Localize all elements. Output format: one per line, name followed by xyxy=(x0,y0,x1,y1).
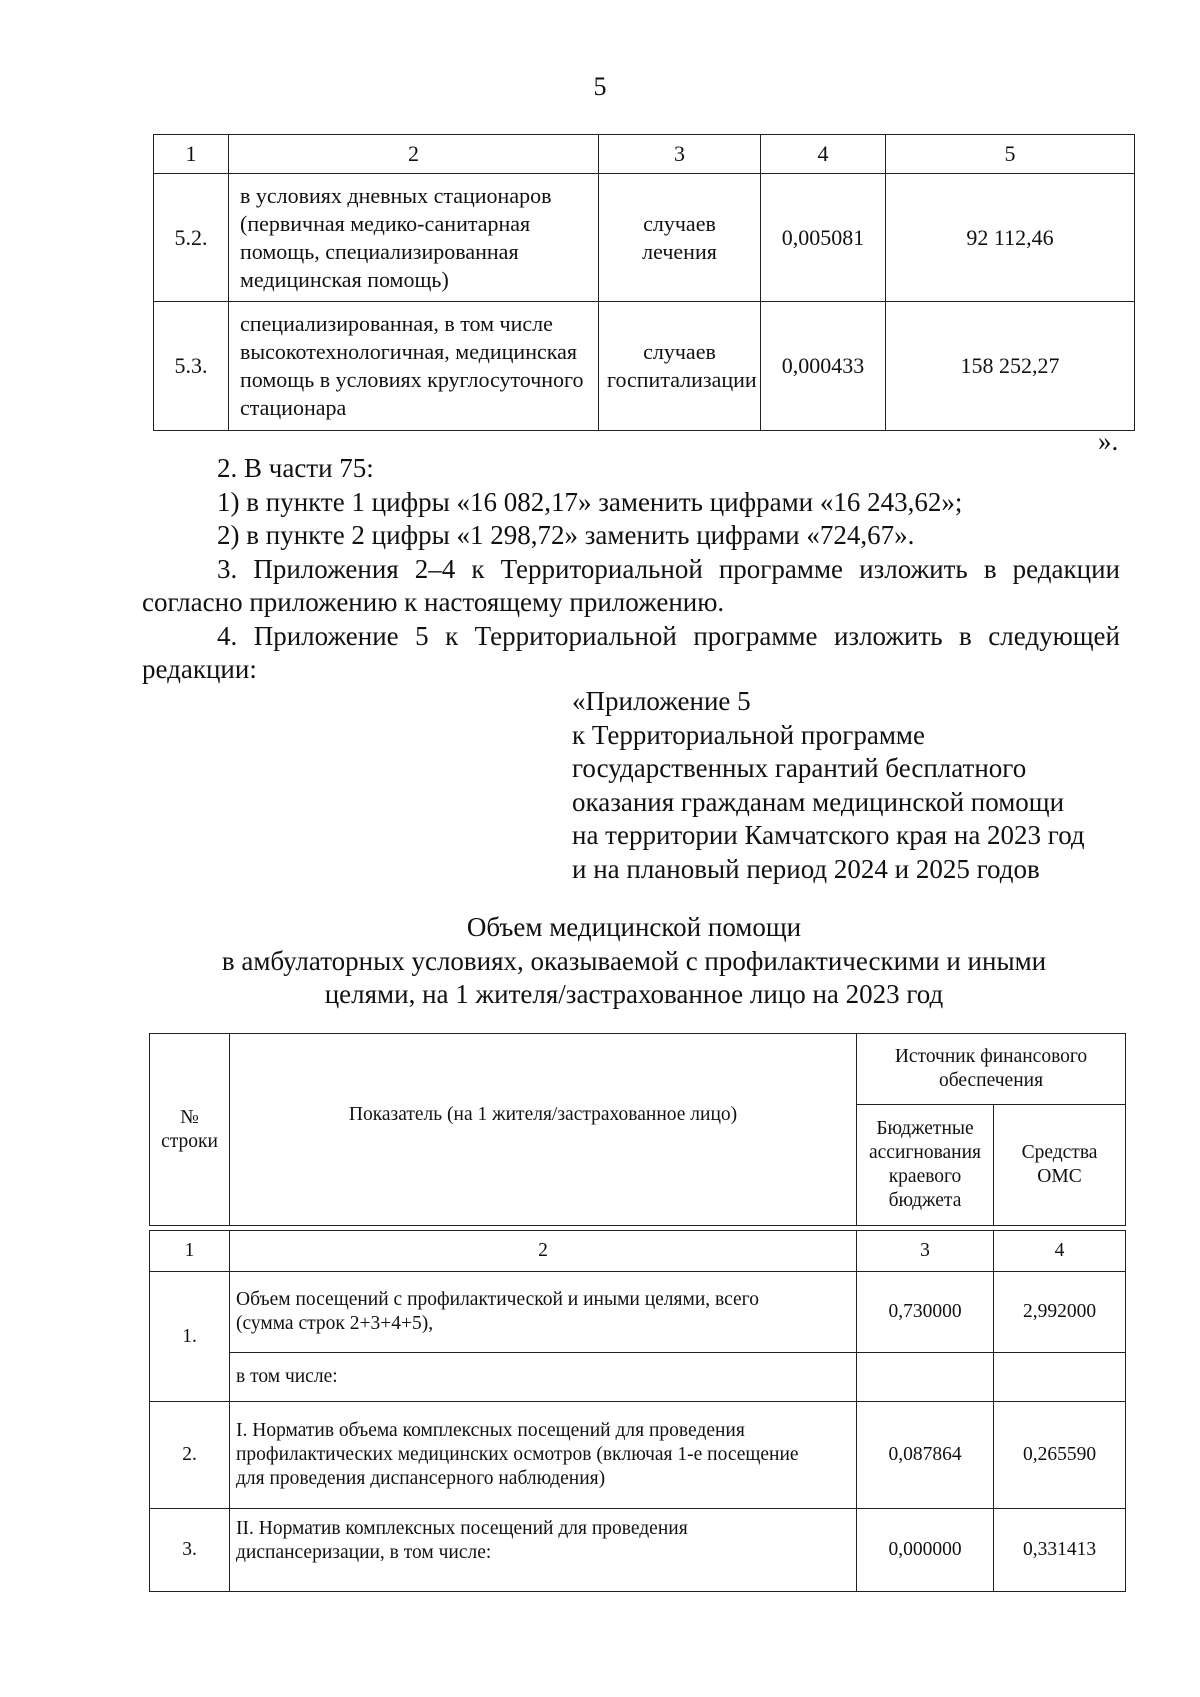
column-number: 1 xyxy=(154,135,229,174)
cost-cell: 92 112,46 xyxy=(886,174,1135,302)
row-description: II. Норматив комплексных посещений для проведения диспансеризации, в том числе: xyxy=(230,1509,857,1592)
table-row xyxy=(150,1509,1126,1592)
unit-cell: случаев лечения xyxy=(599,174,761,302)
appendix-header: «Приложение 5 к Территориальной программе государственных гарантий бесплатного оказания гражданам медицинской помощи на территории Камчатского края на 2023 год и на плановый период 2024 и 2025 годов xyxy=(572,686,1085,884)
row-description: Объем посещений с профилактической и иными целями, всего (сумма строк 2+3+4+5), xyxy=(230,1272,857,1353)
document-title: Объем медицинской помощи в амбулаторных условиях, оказываемой с профилактическими и иными целями, на 1 жителя/застрахованное лицо на 2023 год xyxy=(221,912,1047,1009)
budget-value: 0,000000 xyxy=(857,1509,994,1592)
top-table xyxy=(153,134,1135,431)
column-numbers-row xyxy=(150,1231,1126,1272)
budget-value: 0,730000 xyxy=(857,1272,994,1353)
column-number: 4 xyxy=(994,1231,1126,1272)
oms-value xyxy=(994,1353,1126,1402)
column-number: 2 xyxy=(229,135,599,174)
oms-value: 0,331413 xyxy=(994,1509,1126,1592)
header-row-number: № строки xyxy=(150,1034,230,1226)
column-number: 5 xyxy=(886,135,1135,174)
unit-cell: случаев госпитализации xyxy=(599,302,761,431)
amendment-paragraphs xyxy=(142,452,1120,687)
column-number: 2 xyxy=(230,1231,857,1272)
norm-cell: 0,005081 xyxy=(761,174,886,302)
paragraph-2: 2. В части 75: xyxy=(217,453,374,483)
paragraph-2-item-1: 1) в пункте 1 цифры «16 082,17» заменить цифрами «16 243,62»; xyxy=(217,486,963,517)
column-number: 3 xyxy=(857,1231,994,1272)
table-header-row xyxy=(154,135,1135,174)
cost-cell: 158 252,27 xyxy=(886,302,1135,431)
table-row xyxy=(150,1272,1126,1353)
header-indicator: Показатель (на 1 жителя/застрахованное лицо) xyxy=(230,1034,857,1226)
row-number: 3. xyxy=(150,1509,230,1592)
header-budget: Бюджетные ассигнования краевого бюджета xyxy=(857,1105,994,1226)
oms-value: 0,265590 xyxy=(994,1402,1126,1509)
row-number: 5.3. xyxy=(154,302,229,431)
row-description: специализированная, в том числе высокотехнологичная, медицинская помощь в условиях круглосуточного стационара xyxy=(229,302,599,431)
oms-value: 2,992000 xyxy=(994,1272,1126,1353)
closing-quote: ». xyxy=(1098,426,1119,456)
header-funding-source: Источник финансового обеспечения xyxy=(857,1034,1126,1105)
table-row xyxy=(150,1402,1126,1509)
paragraph-3: 3. Приложения 2–4 к Территориальной программе изложить в редакции согласно приложению к настоящему приложению. xyxy=(142,553,1120,617)
table-row xyxy=(154,174,1135,302)
volume-table xyxy=(149,1033,1126,1592)
column-number: 4 xyxy=(761,135,886,174)
row-subnote: в том числе: xyxy=(230,1353,857,1402)
norm-cell: 0,000433 xyxy=(761,302,886,431)
page-number: 5 xyxy=(593,72,607,101)
column-number: 3 xyxy=(599,135,761,174)
row-description: в условиях дневных стационаров (первичная медико-санитарная помощь, специализированная медицинская помощь) xyxy=(229,174,599,302)
column-number: 1 xyxy=(150,1231,230,1272)
header-oms: Средства ОМС xyxy=(994,1105,1126,1226)
budget-value: 0,087864 xyxy=(857,1402,994,1509)
paragraph-4: 4. Приложение 5 к Территориальной программе изложить в следующей редакции: xyxy=(142,620,1120,684)
row-number: 2. xyxy=(150,1402,230,1509)
row-number: 5.2. xyxy=(154,174,229,302)
budget-value xyxy=(857,1353,994,1402)
table-row xyxy=(154,302,1135,431)
row-number: 1. xyxy=(150,1272,230,1402)
row-description: I. Норматив объема комплексных посещений для проведения профилактических медицинских осмотров (включая 1-е посещение для проведения диспансерного наблюдения) xyxy=(230,1402,857,1509)
paragraph-2-item-2: 2) в пункте 2 цифры «1 298,72» заменить цифрами «724,67». xyxy=(217,520,915,550)
table-row xyxy=(150,1353,1126,1402)
table-header-row xyxy=(150,1034,1126,1105)
